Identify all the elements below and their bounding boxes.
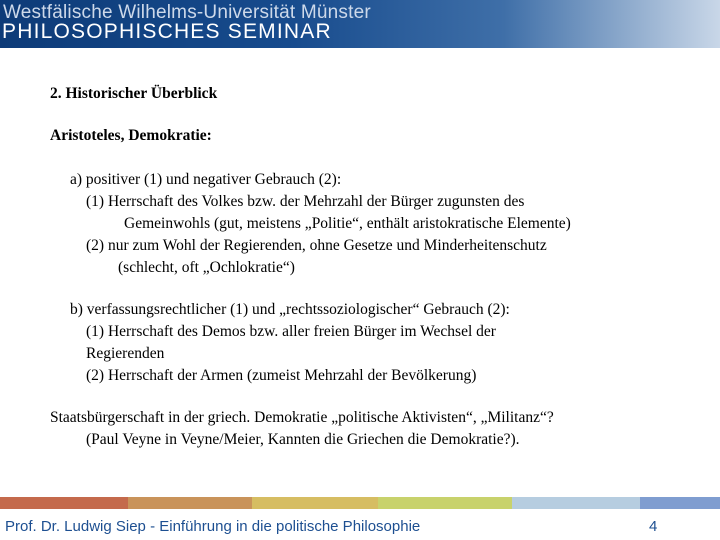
text-line: (Paul Veyne in Veyne/Meier, Kannten die Griechen die Demokratie?). [86,431,520,448]
footer-text: Prof. Dr. Ludwig Siep - Einführung in die politische Philosophie [5,518,421,535]
footer-bar-segment [512,497,640,509]
text-line: (1) Herrschaft des Demos bzw. aller freien Bürger im Wechsel der [86,323,496,340]
header-banner [0,0,720,48]
text-line: Staatsbürgerschaft in der griech. Demokratie „politische Aktivisten“, „Militanz“? [50,409,554,426]
text-line: a) positiver (1) und negativer Gebrauch (2): [70,171,342,188]
university-name: Westfälische Wilhelms-Universität Münster [3,2,371,23]
footer-bar-segment [640,497,720,509]
text-line: Gemeinwohls (gut, meistens „Politie“, enthält aristokratische Elemente) [124,215,571,232]
footer-bar-segment [378,497,512,509]
text-line: Regierenden [86,345,165,362]
footer-color-bar [0,497,720,509]
slide-subheading: Aristoteles, Demokratie: [50,127,212,144]
text-line: (schlecht, oft „Ochlokratie“) [118,259,295,276]
text-line: (2) Herrschaft der Armen (zumeist Mehrzahl der Bevölkerung) [86,367,477,384]
slide-heading: 2. Historischer Überblick [50,85,218,102]
footer-bar-segment [128,497,252,509]
text-line: (1) Herrschaft des Volkes bzw. der Mehrzahl der Bürger zugunsten des [86,193,525,210]
page-number: 4 [649,518,658,535]
footer-bar-segment [0,497,128,509]
footer-bar-segment [252,497,378,509]
text-line: b) verfassungsrechtlicher (1) und „rechtssoziologischer“ Gebrauch (2): [70,301,510,318]
seminar-name: PHILOSOPHISCHES SEMINAR [2,20,332,43]
text-line: (2) nur zum Wohl der Regierenden, ohne Gesetze und Minderheitenschutz [86,237,547,254]
